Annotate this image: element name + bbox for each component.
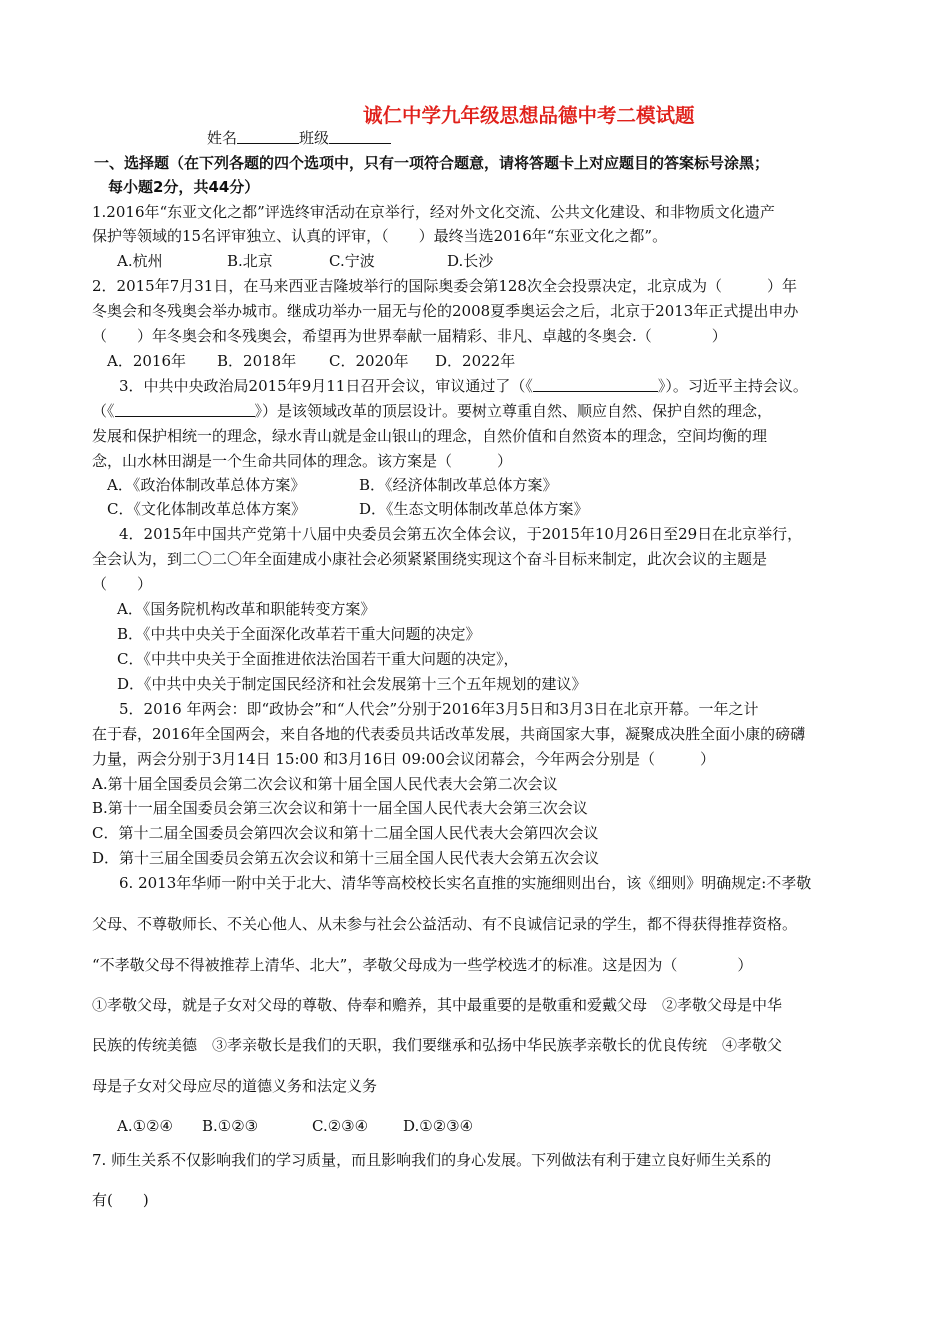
q3-line1 (119, 376, 808, 396)
section-instructions-line2: 每小题2分，共44分） (108, 178, 260, 196)
q6-option-c[interactable]: C.②③④ (312, 1117, 369, 1135)
q2-line1: 2．2015年7月31日，在马来西亚吉隆坡举行的国际奥委会第128次全会投票决定，北京成为（ ）年 (92, 277, 797, 295)
q5-option-b[interactable]: B.第十一届全国委员会第三次会议和第十一届全国人民代表大会第三次会议 (92, 799, 588, 817)
q7-line2: 有( ) (92, 1191, 149, 1209)
q3-options-row2 (107, 499, 589, 519)
q6-options (117, 1116, 473, 1136)
q4-line3: （ ） (92, 575, 153, 593)
q6-line3: “不孝敬父母不得被推荐上清华、北大”，孝敬父母成为一些学校选才的标准。这是因为（ ） (92, 956, 753, 974)
q3-line3: 发展和保护相统一的理念，绿水青山就是金山银山的理念，自然价值和自然资本的理念，空间均衡的理 (92, 427, 768, 445)
q5-line3: 力量，两会分别于3月14日 15:00 和3月16日 09:00会议闭幕会，今年两会分别是（ ） (92, 750, 716, 768)
q2-option-b[interactable]: B．2018年 (217, 352, 297, 370)
q2-option-c[interactable]: C．2020年 (329, 352, 409, 370)
page-title: 诚仁中学九年级思想品德中考二模试题 (363, 104, 695, 127)
q1-option-d[interactable]: D.长沙 (447, 252, 494, 270)
name-class-line (207, 128, 391, 148)
class-blank[interactable] (329, 129, 391, 144)
q5-option-c[interactable]: C．第十二届全国委员会第四次会议和第十二届全国人民代表大会第四次会议 (92, 824, 599, 842)
q4-option-d[interactable]: D．《中共中央关于制定国民经济和社会发展第十三个五年规划的建议》 (117, 675, 587, 693)
q3-option-a[interactable]: A．《政治体制改革总体方案》 (107, 476, 306, 494)
q3-line2 (92, 401, 772, 421)
q3-line2-start: （《 (92, 402, 115, 420)
q3-blank-2[interactable] (115, 402, 255, 417)
class-label: 班级 (299, 129, 330, 147)
q3-line2-end: 》）是该领域改革的顶层设计。要树立尊重自然、顺应自然、保护自然的理念， (254, 402, 773, 420)
q4-option-c[interactable]: C．《中共中央关于全面推进依法治国若干重大问题的决定》， (117, 650, 519, 668)
q2-options (107, 351, 515, 371)
q4-line1: 4．2015年中国共产党第十八届中央委员会第五次全体会议，于2015年10月26日至29日在北京举行， (119, 525, 803, 543)
q6-option-b[interactable]: B.①②③ (202, 1117, 259, 1135)
q1-options (117, 251, 493, 271)
q2-option-a[interactable]: A．2016年 (107, 352, 187, 370)
name-label: 姓名 (207, 129, 238, 147)
q3-option-b[interactable]: B．《经济体制改革总体方案》 (359, 476, 558, 494)
q6-option-d[interactable]: D.①②③④ (403, 1117, 474, 1135)
q4-option-a[interactable]: A．《国务院机构改革和职能转变方案》 (117, 600, 376, 618)
q3-option-c[interactable]: C．《文化体制改革总体方案》 (107, 500, 306, 518)
q3-option-d[interactable]: D．《生态文明体制改革总体方案》 (359, 500, 589, 518)
q5-line1: 5．2016 年两会：即“政协会”和“人代会”分别于2016年3月5日和3月3日在北京开幕。一年之计 (119, 700, 759, 718)
q1-option-b[interactable]: B.北京 (227, 252, 273, 270)
q6-option-a[interactable]: A.①②④ (117, 1117, 173, 1135)
section-instructions-line1: 一、选择题（在下列各题的四个选项中，只有一项符合题意，请将答题卡上对应题目的答案标号涂黑； (94, 154, 770, 172)
q1-option-c[interactable]: C.宁波 (329, 252, 375, 270)
q1-option-a[interactable]: A.杭州 (117, 252, 163, 270)
q6-line2: 父母、不尊敬师长、不关心他人、从未参与社会公益活动、有不良诚信记录的学生，都不得获得推荐资格。 (92, 915, 798, 933)
q7-line1: 7. 师生关系不仅影响我们的学习质量，而且影响我们的身心发展。下列做法有利于建立良好师生关系的 (92, 1151, 772, 1169)
q3-options-row1 (107, 475, 558, 495)
q2-line3: （ ）年冬奥会和冬残奥会，希望再为世界奉献一届精彩、非凡、卓越的冬奥会.（ ） (92, 327, 727, 345)
q1-line1: 1.2016年“东亚文化之都”评选终审活动在京举行，经对外文化交流、公共文化建设、和非物质文化遗产 (92, 203, 775, 221)
q6-line5: 民族的传统美德 ③孝亲敬长是我们的天职，我们要继承和弘扬中华民族孝亲敬长的优良传统 ④孝敬父 (92, 1036, 783, 1054)
q2-option-d[interactable]: D．2022年 (435, 352, 516, 370)
q3-line1-start: 3．中共中央政治局2015年9月11日召开会议，审议通过了（《 (119, 377, 533, 395)
q4-option-b[interactable]: B．《中共中央关于全面深化改革若干重大问题的决定》 (117, 625, 481, 643)
name-blank[interactable] (237, 129, 299, 144)
q1-line2: 保护等领域的15名评审独立、认真的评审，（ ）最终当选2016年“东亚文化之都”。 (92, 227, 668, 245)
q5-option-a[interactable]: A.第十届全国委员会第二次会议和第十届全国人民代表大会第二次会议 (92, 775, 558, 793)
q3-line1-end: 》）。习近平主持会议。 (657, 377, 808, 395)
q3-blank-1[interactable] (533, 377, 658, 392)
q4-line2: 全会认为，到二〇二〇年全面建成小康社会必须紧紧围绕实现这个奋斗目标来制定，此次会议的主题是 (92, 550, 768, 568)
q6-line4: ①孝敬父母，就是子女对父母的尊敬、侍奉和赡养，其中最重要的是敬重和爱戴父母 ②孝敬父母是中华 (92, 996, 783, 1014)
q2-line2: 冬奥会和冬残奥会举办城市。继成功举办一届无与伦的2008夏季奥运会之后，北京于2013年正式提出申办 (92, 302, 799, 320)
q5-option-d[interactable]: D．第十三届全国委员会第五次会议和第十三届全国人民代表大会第五次会议 (92, 849, 600, 867)
q5-line2: 在于春，2016年全国两会，来自各地的代表委员共话改革发展，共商国家大事，凝聚成决胜全面小康的磅礴 (92, 725, 806, 743)
q3-line4: 念，山水林田湖是一个生命共同体的理念。该方案是（ ） (92, 452, 513, 470)
q6-line6: 母是子女对父母应尽的道德义务和法定义务 (92, 1077, 378, 1095)
q6-line1: 6. 2013年华师一附中关于北大、清华等高校校长实名直推的实施细则出台，该《细则》明确规定:不孝敬 (119, 874, 812, 892)
